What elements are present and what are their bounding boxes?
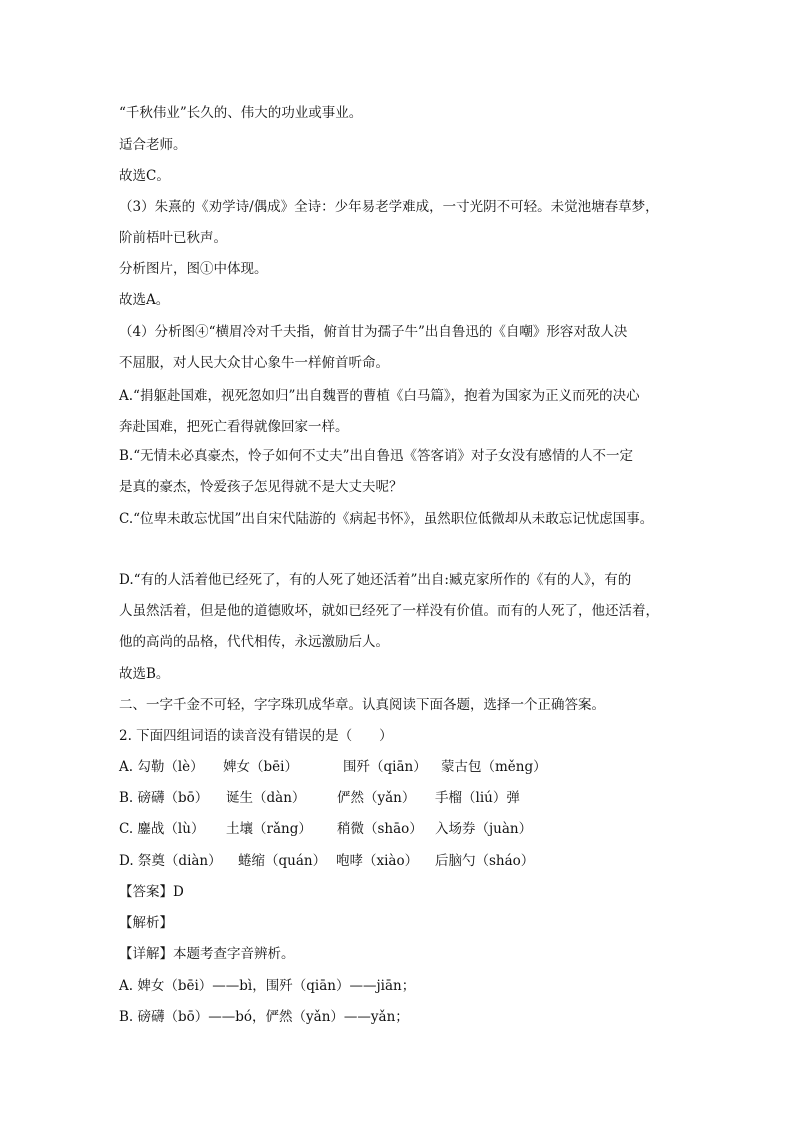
detail-line: A. 婢女（bēi）——bì，围歼（qiān）——jiān； — [119, 978, 416, 994]
question-stem: 2. 下面四组词语的读音没有错误的是（ ） — [119, 728, 393, 744]
text-line: “千秋伟业”长久的、伟大的功业或事业。 — [119, 105, 363, 121]
text-line: 人虽然活着，但是他的道德败坏，就如已经死了一样没有价值。而有的人死了，他还活着， — [119, 603, 659, 619]
text-line: 不屈服，对人民大众甘心象牛一样俯首听命。 — [119, 355, 389, 371]
text-line: 故选C。 — [119, 168, 170, 184]
analysis-heading: 【解析】 — [119, 915, 173, 931]
option-item: 稍微（shāo） — [337, 821, 423, 837]
text-line: （4）分析图④“横眉冷对千夫指，俯首甘为孺子牛”出自鲁迅的《自嘲》形容对敌人决 — [119, 324, 628, 340]
section-heading: 二、一字千金不可轻，字字珠玑成华章。认真阅读下面各题，选择一个正确答案。 — [119, 697, 605, 713]
option-item: 蜷缩（quán） — [238, 853, 327, 869]
option-item: 土壤（rǎng） — [226, 821, 312, 837]
text-line: 故选A。 — [119, 292, 170, 308]
text-line: 适合老师。 — [119, 137, 187, 153]
option-item: C. 鏖战（lù） — [119, 821, 205, 837]
text-line: A.“捐躯赴国难，视死忽如归”出自魏晋的曹植《白马篇》，抱着为国家为正义而死的决心 — [119, 388, 640, 404]
text-line: 分析图片，图①中体现。 — [119, 261, 268, 277]
detail-line: B. 磅礴（bō）——bó，俨然（yǎn）——yǎn； — [119, 1009, 409, 1025]
option-item: B. 磅礴（bō） — [119, 790, 209, 806]
option-item: 咆哮（xiào） — [336, 853, 419, 869]
option-item: 诞生（dàn） — [226, 790, 306, 806]
option-item: 蒙古包（měng） — [441, 759, 547, 775]
text-line: 他的高尚的品格，代代相传，永远激励后人。 — [119, 634, 389, 650]
answer-line: 【答案】D — [119, 884, 184, 900]
text-line: B.“无情未必真豪杰，怜子如何不丈夫”出自鲁迅《答客诮》对子女没有感情的人不一定 — [119, 448, 634, 464]
option-item: 婢女（bēi） — [223, 759, 298, 775]
option-item: 后脑勺（sháo） — [435, 853, 535, 869]
option-item: D. 祭奠（diàn） — [119, 853, 222, 869]
text-line: 阶前梧叶已秋声。 — [119, 230, 227, 246]
text-line: 故选B。 — [119, 666, 170, 682]
option-item: A. 勾勒（lè） — [119, 759, 204, 775]
option-item: 俨然（yǎn） — [337, 790, 416, 806]
detail-line: 【详解】本题考查字音辨析。 — [119, 946, 295, 962]
text-line: 是真的豪杰，怜爱孩子怎见得就不是大丈夫呢？ — [119, 479, 403, 495]
option-item: 入场券（juàn） — [435, 821, 533, 837]
text-line: （3）朱熹的《劝学诗/偶成》全诗：少年易老学难成，一寸光阴不可轻。未觉池塘春草梦， — [119, 199, 659, 215]
text-line: D.“有的人活着他已经死了，有的人死了她还活着”出自:臧克家所作的《有的人》，有的 — [119, 572, 632, 588]
text-line: C.“位卑未敢忘忧国”出自宋代陆游的《病起书怀》，虽然职位低微却从未敢忘记忧虑国事。 — [119, 511, 654, 527]
option-item: 手榴（liú）弹 — [435, 790, 520, 806]
option-item: 围歼（qiān） — [343, 759, 427, 775]
text-line: 奔赴国难，把死亡看得就像回家一样。 — [119, 419, 349, 435]
